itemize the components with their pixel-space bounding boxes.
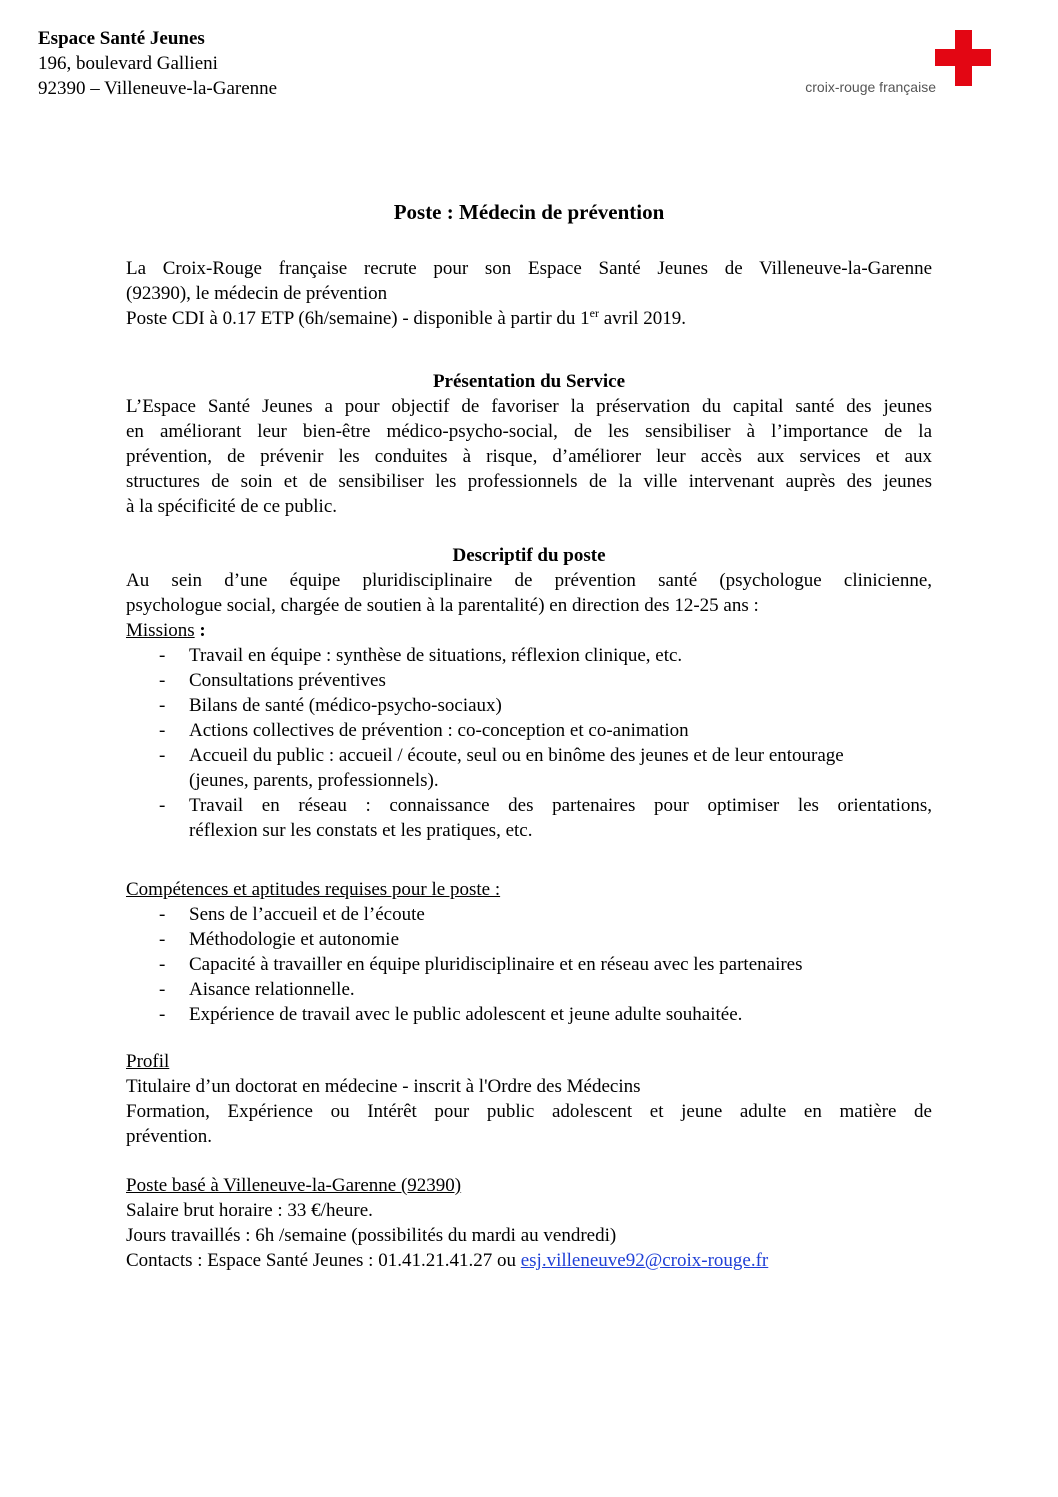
- profil-section: [126, 1049, 932, 1149]
- competence-text: Capacité à travailler en équipe pluridisciplinaire et en réseau avec les partenaires: [189, 954, 803, 975]
- missions-list: [126, 643, 932, 843]
- red-cross-icon-bar: [935, 49, 991, 66]
- contacts-line: [126, 1248, 932, 1273]
- sender-address: [38, 26, 277, 101]
- missions-label-row: [126, 618, 932, 643]
- list-item: [126, 668, 932, 693]
- list-item: [126, 718, 932, 743]
- competence-text: Expérience de travail avec le public adolescent et jeune adulte souhaitée.: [189, 1004, 743, 1025]
- mission-text: Consultations préventives: [189, 670, 386, 691]
- details-section: [126, 1173, 932, 1273]
- salary-text: Salaire brut horaire : 33 €/heure.: [126, 1200, 373, 1221]
- dash-bullet: -: [159, 645, 166, 666]
- poste-section: [126, 543, 932, 843]
- list-item: [126, 793, 932, 843]
- email-link[interactable]: esj.villeneuve92@croix-rouge.fr: [520, 1250, 769, 1271]
- mission-text: Actions collectives de prévention : co-conception et co-animation: [189, 720, 689, 741]
- intro-line-contract: [126, 306, 932, 331]
- dash-bullet: -: [159, 1004, 166, 1025]
- competences-section: [126, 877, 932, 1027]
- competence-text: Sens de l’accueil et de l’écoute: [189, 904, 425, 925]
- list-item: [126, 693, 932, 718]
- mission-text: Travail en équipe : synthèse de situations, réflexion clinique, etc.: [189, 645, 683, 666]
- competences-heading: Compétences et aptitudes requises pour le poste :: [126, 879, 501, 900]
- profil-heading: Profil: [126, 1051, 170, 1072]
- service-line: L’Espace Santé Jeunes a pour objectif de favoriser la préservation du capital santé des jeunes: [126, 396, 932, 417]
- contract-text: Poste CDI à 0.17 ETP (6h/semaine) - disponible à partir du 1: [126, 308, 590, 329]
- poste-line: Au sein d’une équipe pluridisciplinaire de prévention santé (psychologue clinicienne,: [126, 570, 932, 591]
- dash-bullet: -: [159, 720, 166, 741]
- dash-bullet: -: [159, 670, 166, 691]
- intro-line: La Croix-Rouge française recrute pour son Espace Santé Jeunes de Villeneuve-la-Garenne: [126, 258, 932, 279]
- list-item: [126, 743, 932, 793]
- service-line: structures de soin et de sensibiliser les professionnels de la ville intervenant auprès des jeunes: [126, 471, 932, 492]
- dash-bullet: -: [159, 695, 166, 716]
- contract-date: avril 2019.: [598, 308, 687, 329]
- croix-rouge-logo: [788, 30, 988, 100]
- list-item: [126, 1002, 932, 1027]
- location-heading: Poste basé à Villeneuve-la-Garenne (92390): [126, 1175, 462, 1196]
- dash-bullet: -: [159, 979, 166, 1000]
- contacts-text: Contacts : Espace Santé Jeunes : 01.41.21.41.27 ou: [126, 1250, 521, 1271]
- service-line: en améliorant leur bien-être médico-psycho-social, de les sensibiliser à l’importance de la: [126, 421, 932, 442]
- org-name: Espace Santé Jeunes: [38, 28, 205, 49]
- missions-label: Missions: [126, 620, 195, 641]
- profil-line: Formation, Expérience ou Intérêt pour public adolescent et jeune adulte en matière de: [126, 1101, 932, 1122]
- competence-text: Méthodologie et autonomie: [189, 929, 400, 950]
- list-item: [126, 902, 932, 927]
- poste-line: psychologue social, chargée de soutien à la parentalité) en direction des 12-25 ans :: [126, 595, 759, 616]
- ordinal-suffix: er: [589, 306, 599, 320]
- dash-bullet: -: [159, 795, 166, 816]
- list-item: [126, 927, 932, 952]
- competences-list: [126, 902, 932, 1027]
- dash-bullet: -: [159, 954, 166, 975]
- list-item: [126, 643, 932, 668]
- intro-paragraph: [126, 256, 932, 331]
- mission-text-cont: (jeunes, parents, professionnels).: [189, 770, 439, 791]
- dash-bullet: -: [159, 904, 166, 925]
- logo-text: croix-rouge française: [805, 79, 936, 95]
- dash-bullet: -: [159, 745, 166, 766]
- profil-line: Titulaire d’un doctorat en médecine - inscrit à l'Ordre des Médecins: [126, 1076, 641, 1097]
- page-title: Poste : Médecin de prévention: [393, 200, 665, 224]
- service-section: [126, 369, 932, 519]
- service-line: prévention, de prévenir les conduites à risque, d’améliorer leur accès aux services et aux: [126, 446, 932, 467]
- service-heading: Présentation du Service: [432, 371, 626, 392]
- competence-text: Aisance relationnelle.: [189, 979, 355, 1000]
- profil-line: prévention.: [126, 1126, 213, 1147]
- list-item: [126, 977, 932, 1002]
- mission-text: Bilans de santé (médico-psycho-sociaux): [189, 695, 502, 716]
- dash-bullet: -: [159, 929, 166, 950]
- poste-heading: Descriptif du poste: [452, 545, 606, 566]
- mission-text-cont: réflexion sur les constats et les pratiques, etc.: [189, 820, 533, 841]
- list-item: [126, 952, 932, 977]
- city-address: 92390 – Villeneuve-la-Garenne: [38, 78, 278, 99]
- missions-colon: :: [194, 620, 206, 641]
- street-address: 196, boulevard Gallieni: [38, 53, 218, 74]
- mission-text: Accueil du public : accueil / écoute, seul ou en binôme des jeunes et de leur entourage: [189, 745, 844, 766]
- mission-text: Travail en réseau : connaissance des partenaires pour optimiser les orientations,: [189, 795, 932, 816]
- intro-line: (92390), le médecin de prévention: [126, 283, 388, 304]
- service-line: à la spécificité de ce public.: [126, 496, 338, 517]
- days-text: Jours travaillés : 6h /semaine (possibilités du mardi au vendredi): [126, 1225, 617, 1246]
